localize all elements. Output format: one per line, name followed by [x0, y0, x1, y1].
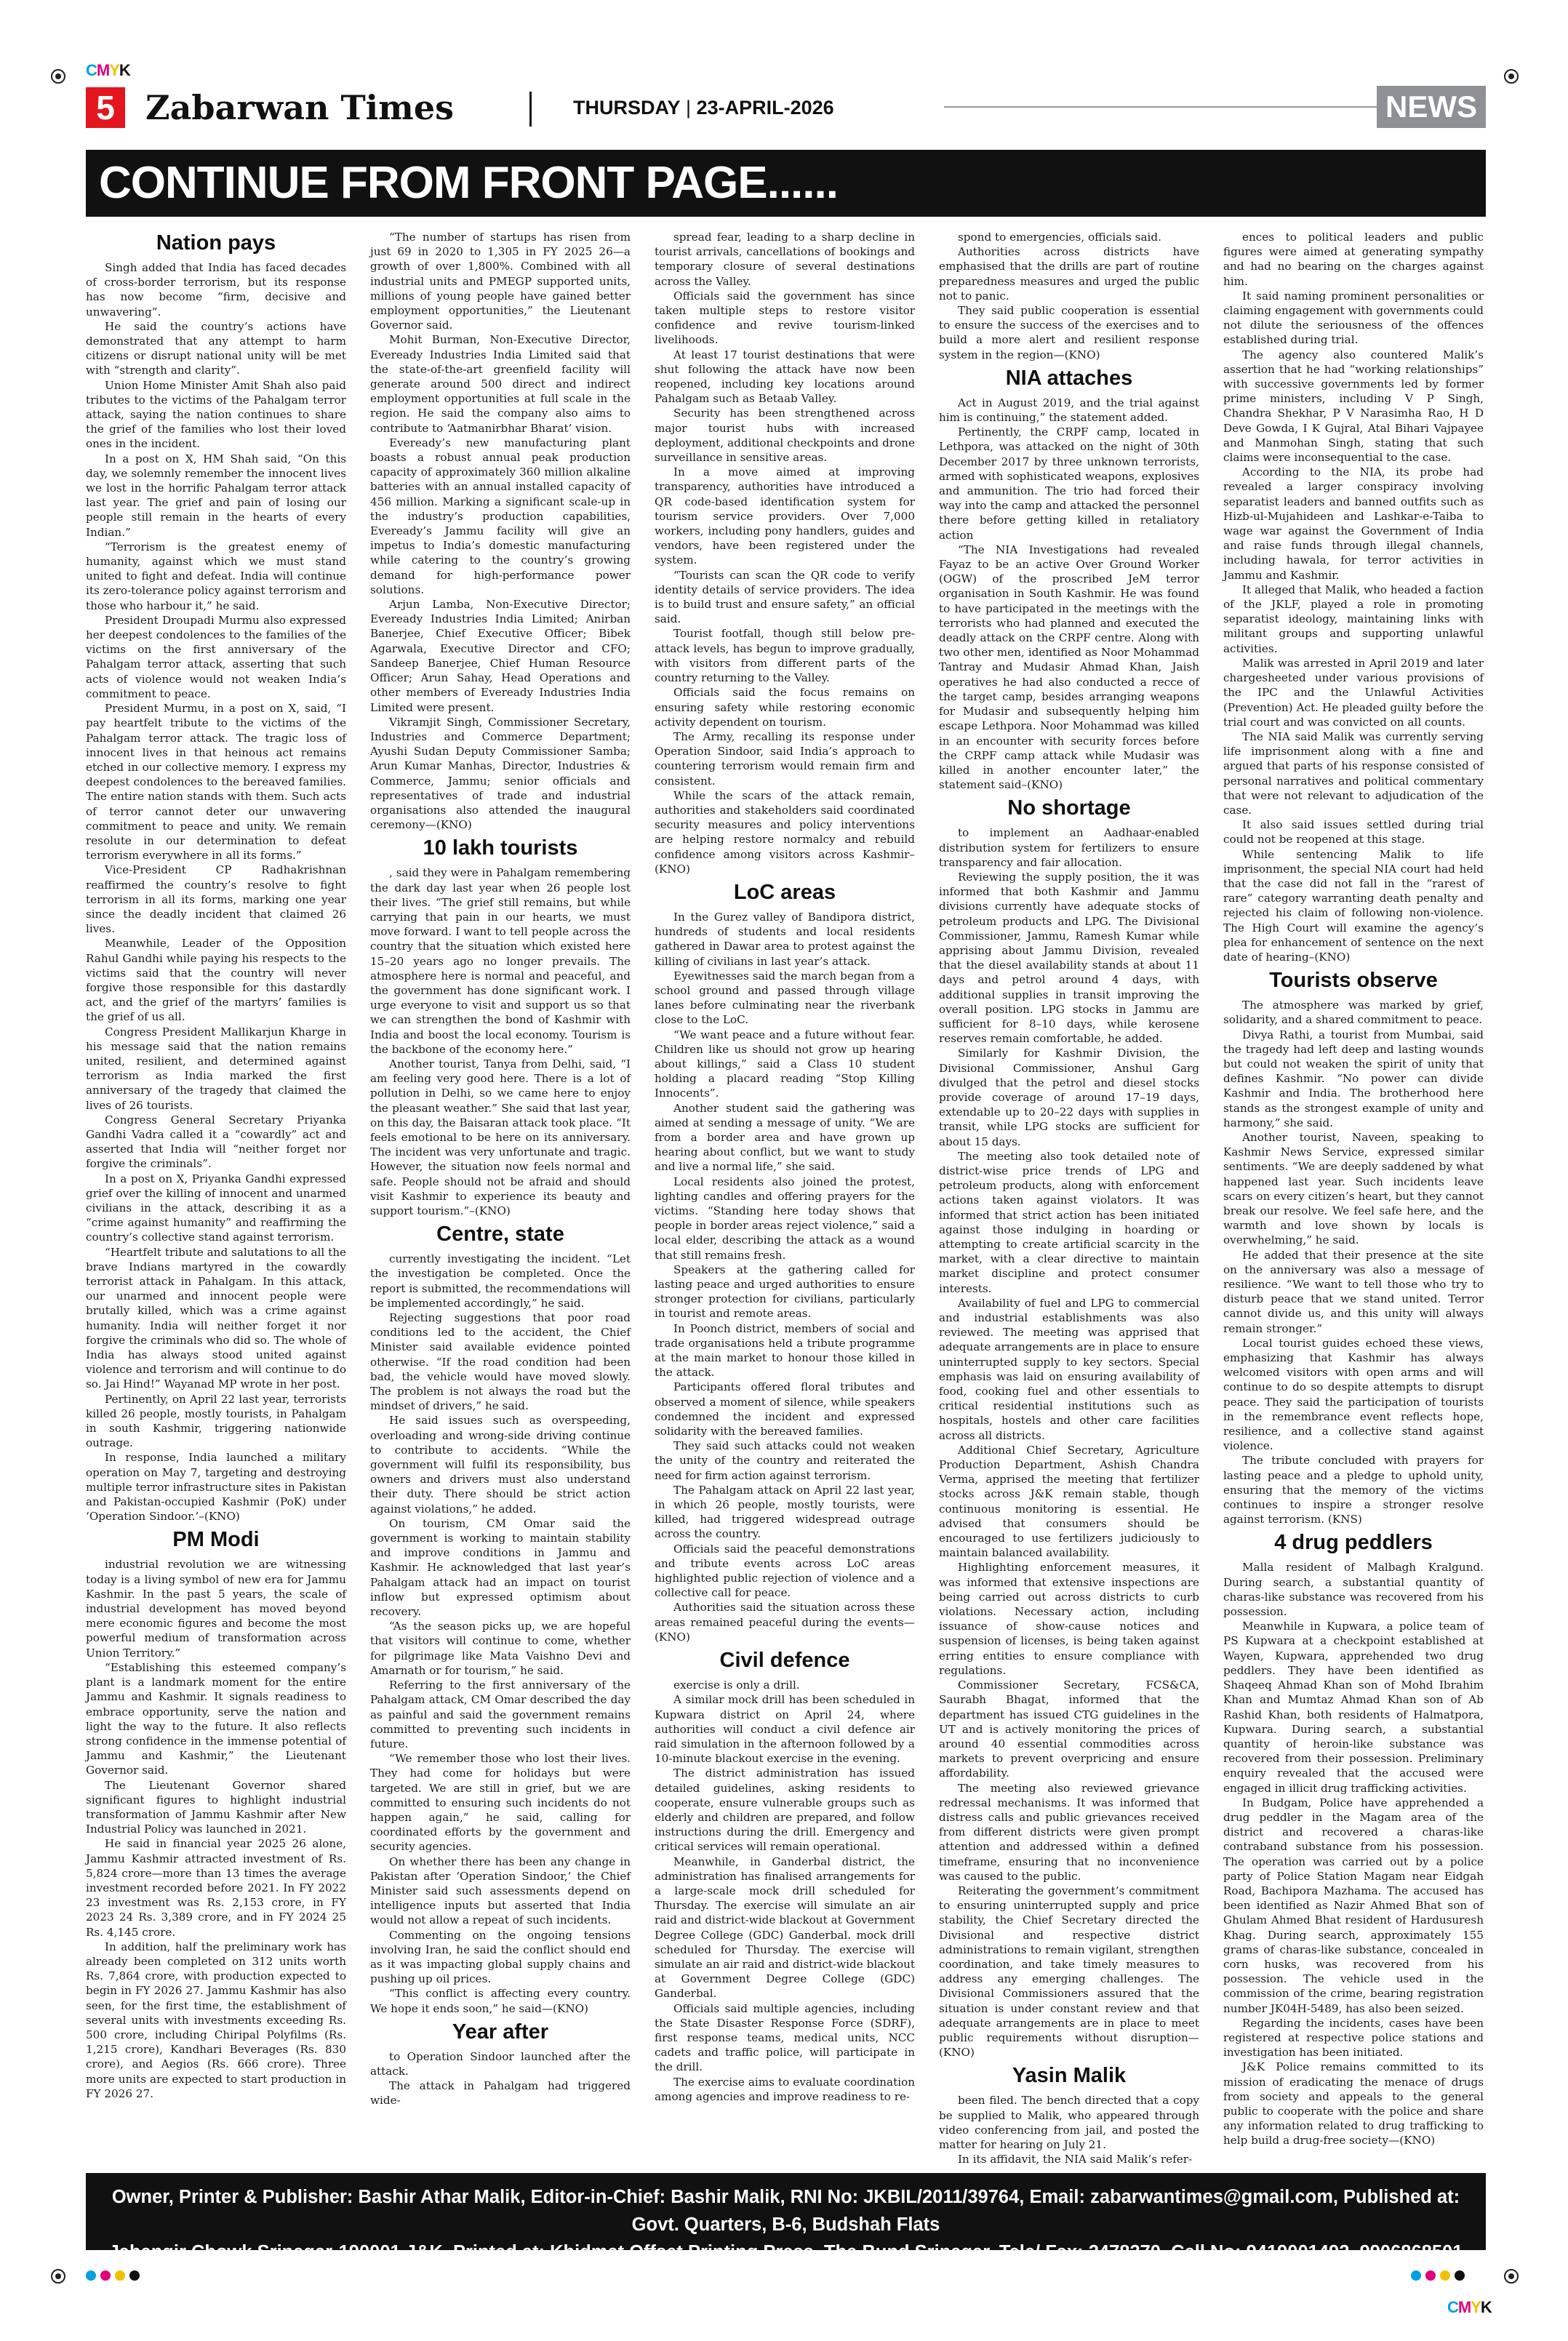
registration-mark-top-right: [1504, 69, 1519, 84]
article-heading: Year after: [452, 2020, 549, 2044]
article-paragraph: The attack in Pahalgam had triggered wide-: [370, 2079, 631, 2108]
article-paragraph: Local residents also joined the protest, lighting candles and offering prayers for the victims. “Standing here today shows that people in border areas reject violence,” said a local elder, describing the attack as a wound that still remains fresh.: [655, 1174, 915, 1262]
article-paragraph: “We want peace and a future without fear. Children like us should not grow up hearing about killings,” said a Class 10 student holding a placard reading “Stop Killing Innocents”.: [655, 1028, 915, 1100]
article-paragraph: In Poonch district, members of social and trade organisations held a tribute programme at the main market to honour those killed in the attack.: [655, 1321, 915, 1380]
article-paragraph: Malla resident of Malbagh Kralgund. During search, a substantial quantity of charas-like substance was recovered from his possession.: [1223, 1561, 1484, 1619]
article-paragraph: Tourist footfall, though still below pre-attack levels, has begun to improve gradually, with visitors from different parts of the country returning to the Valley.: [655, 627, 915, 685]
article-paragraph: Divya Rathi, a tourist from Mumbai, said the tragedy had left deep and lasting wounds but could not weaken the spirit of unity that defines Kashmir. “No power can divide Kashmir and India. The brotherhood here stands as the strongest example of unity and harmony,” she said.: [1223, 1028, 1484, 1129]
article-paragraph: Mohit Burman, Non-Executive Director, Eveready Industries India Limited said that the state-of-the-art greenfield facility will generate around 500 direct and indirect employment opportunities at full scale in the region. He said the company also aims to contribute to ‘Aatmanirbhar Bharat’ vision.: [370, 333, 631, 435]
column-5: [1223, 230, 1484, 2150]
article-paragraph: Authorities said the situation across these areas remained peaceful during the events—(KNO): [655, 1601, 915, 1644]
column-1: [86, 230, 346, 2150]
article-paragraph: He added that their presence at the site on the anniversary was also a message of resilience. “We want to tell those who try to disturb peace that we stand united. Terror cannot divide us, and this unity will always remain stronger.”: [1223, 1248, 1484, 1335]
article-paragraph: Rejecting suggestions that poor road conditions led to the accident, the Chief Minister said available evidence pointed otherwise. “If the road condition had been bad, the vehicle would have moved slowly. The problem is not always the road but the mindset of drivers,” he said.: [370, 1311, 631, 1413]
dateline: THURSDAY | 23-APRIL-2026: [573, 97, 834, 119]
article-paragraph: Pertinently, on April 22 last year, terrorists killed 26 people, mostly tourists, in Pahalgam in south Kashmir, triggering nationwide outrage.: [86, 1392, 346, 1450]
article-paragraph: Pertinently, the CRPF camp, located in Lethpora, was attacked on the night of 30th December 2017 by three unknown terrorists, armed with sophisticated weapons, explosives and ammunition. The trio had forced their way into the camp and attacked the personnel there before getting killed in retaliatory action: [939, 425, 1199, 542]
article-paragraph: Reiterating the government’s commitment to ensuring uninterrupted supply and price stability, the Chief Secretary directed the Divisional and respective district administrations to remain vigilant, strengthen coordination, and take timely measures to address any emerging challenges. The Divisional Commissioners assured that the situation is under constant review and that adequate arrangements are in place to meet public requirements without disruption—(KNO): [939, 1884, 1199, 2060]
article-paragraph: Union Home Minister Amit Shah also paid tributes to the victims of the Pahalgam terror attack, saying the nation continues to share the grief of the families who lost their loved ones in the incident.: [86, 378, 346, 451]
registration-mark-bottom-left: [51, 2269, 65, 2284]
article-paragraph: In addition, half the preliminary work has already been completed on 312 units worth Rs. 7,864 crore, with production expected to begin in FY 2026 27. Jammu Kashmir has also seen, for the first time, the establishment of several units with investments exceeding Rs. 500 crore, including Chiripal Polyfilms (Rs. 1,215 crore), Kandhari Beverages (Rs. 830 crore), and Aegios (Rs. 666 crore). Three more units are expected to start production in FY 2026 27.: [86, 1940, 346, 2100]
article-paragraph: A similar mock drill has been scheduled in Kupwara district on April 24, where authorities will conduct a civil defence air raid simulation in the afternoon followed by a 10-minute blackout exercise in the evening.: [655, 1693, 915, 1766]
article-paragraph: Officials said the peaceful demonstrations and tribute events across LoC areas highlighted public rejection of violence and a collective call for peace.: [655, 1542, 915, 1600]
page-number: 5: [86, 87, 125, 128]
article-heading: Yasin Malik: [1012, 2064, 1127, 2088]
article-heading: Civil defence: [719, 1649, 850, 1673]
article-paragraph: Congress President Mallikarjun Kharge in his message said that the nation remains united, resilient, and determined against terrorism as India marked the first anniversary of the tragedy that claimed the lives of 26 tourists.: [86, 1025, 346, 1112]
article-columns: [86, 230, 1486, 2166]
article-paragraph: The Army, recalling its response under Operation Sindoor, said India’s approach to countering terrorism would remain firm and consistent.: [655, 729, 915, 788]
article-paragraph: industrial revolution we are witnessing today is a living symbol of new era for Jammu Kashmir. In the past 5 years, the scale of industrial development has moved beyond mere economic figures and become the most powerful medium of transformation across Union Territory.”: [86, 1558, 346, 1660]
article-paragraph: Eyewitnesses said the march began from a school ground and passed through village lanes before culminating near the riverbank close to the LoC.: [655, 969, 915, 1027]
color-dots-left: [86, 2270, 140, 2281]
dateline-day: THURSDAY: [573, 97, 681, 119]
column-2: [370, 230, 631, 2150]
article-paragraph: Malik was arrested in April 2019 and later chargesheeted under various provisions of the IPC and the Unlawful Activities (Prevention) Act. He pleaded guilty before the trial court and was convicted on all counts.: [1223, 656, 1484, 729]
article-paragraph: , said they were in Pahalgam remembering the dark day last year when 26 people lost their lives. “The grief still remains, but while carrying that pain in our hearts, we must move forward. I want to tell people across the country that the situation which existed here 15–20 years ago no longer prevails. The atmosphere here is normal and peaceful, and the government has done significant work. I urge everyone to visit and support us so that we can strengthen the bond of Kashmir with India and boost the local economy. Tourism is the backbone of the economy here.”: [370, 866, 631, 1056]
article-paragraph: At least 17 tourist destinations that were shut following the attack have now been reopened, including key locations around Pahalgam such as Betaab Valley.: [655, 348, 915, 406]
article-paragraph: to implement an Aadhaar-enabled distribution system for fertilizers to ensure transparency and fair allocation.: [939, 826, 1199, 869]
article-paragraph: They said such attacks could not weaken the unity of the country and reiterated the need for firm action against terrorism.: [655, 1439, 915, 1482]
article-paragraph: “This conflict is affecting every country. We hope it ends soon,” he said—(KNO): [370, 1987, 631, 2015]
article-paragraph: exercise is only a drill.: [673, 1678, 800, 1692]
article-heading: LoC areas: [733, 880, 836, 904]
article-paragraph: “Establishing this esteemed company’s plant is a landmark moment for the entire Jammu and Kashmir. It signals readiness to embrace opportunity, serve the nation and light the way to the future. It also reflects strong confidence in the immense potential of Jammu and Kashmir,” the Lieutenant Governor said.: [86, 1660, 346, 1777]
article-paragraph: On whether there has been any change in Pakistan after ‘Operation Sindoor,’ the Chief Minister said such assessments depend on intelligence inputs but asserted that India would not allow a repeat of such incidents.: [370, 1854, 631, 1927]
article-paragraph: The district administration has issued detailed guidelines, asking residents to cooperate, ensure vulnerable groups such as elderly and children are prepared, and follow instructions during the drill. Emergency and critical services will remain operational.: [655, 1766, 915, 1854]
article-paragraph: to Operation Sindoor launched after the attack.: [370, 2049, 631, 2078]
section-badge: NEWS: [1377, 86, 1486, 128]
article-heading: PM Modi: [172, 1528, 260, 1552]
article-paragraph: President Murmu, in a post on X, said, “I pay heartfelt tribute to the victims of the Pahalgam terror attack. The tragic loss of innocent lives in that heinous act remains etched in our collective memory. I express my deepest condolences to the bereaved families. The entire nation stands with them. Such acts of terror cannot deter our unwavering commitment to peace and unity. We remain resolute in our determination to defeat terrorism everywhere in all its forms.”: [86, 702, 346, 863]
article-paragraph: Commenting on the ongoing tensions involving Iran, he said the conflict should end as it was impacting global supply chains and pushing up oil prices.: [370, 1928, 631, 1986]
article-paragraph: They said public cooperation is essential to ensure the success of the exercises and to build a more alert and resilient response system in the region—(KNO): [939, 304, 1199, 361]
article-heading: NIA attaches: [1005, 366, 1133, 390]
article-paragraph: Security has been strengthened across major tourist hubs with increased deployment, additional checkpoints and drone surveillance in sensitive areas.: [655, 407, 915, 465]
article-paragraph: Officials said the government has since taken multiple steps to restore visitor confidence and revive tourism-linked livelihoods.: [655, 289, 915, 347]
article-paragraph: The exercise aims to evaluate coordination among agencies and improve readiness to re-: [655, 2075, 915, 2103]
article-paragraph: Participants offered floral tributes and observed a moment of silence, while speakers condemned the incident and expressed solidarity with the bereaved families.: [655, 1380, 915, 1438]
imprint-line-2: Jahangir Chowk Srinagar-190001 J&K, Printed at: Khidmat Offset Printing Press, The Bund Srinagar, Tele/ Fax: 2478370, Cell No: 9419001492, 9906868501: [108, 2242, 1463, 2262]
article-paragraph: Vikramjit Singh, Commissioner Secretary, Industries and Commerce Department; Ayushi Sudan Deputy Commissioner Samba; Arun Kumar Manhas, Director, Industries & Commerce, Jammu; senior officials and representatives of trade and industrial organisations also attended the inaugural ceremony—(KNO): [370, 715, 631, 832]
article-paragraph: He said in financial year 2025 26 alone, Jammu Kashmir attracted investment of Rs. 5,824 crore—more than 13 times the average investment recorded before 2021. In FY 2022 23 investment was Rs. 2,153 crore, in FY 2023 24 Rs. 3,389 crore, and in FY 2024 25 Rs. 4,145 crore.: [86, 1837, 346, 1939]
article-paragraph: Commissioner Secretary, FCS&CA, Saurabh Bhagat, informed that the department has issued CTG guidelines in the UT and is actively monitoring the prices of around 40 essential commodities across markets to prevent overpricing and ensure affordability.: [939, 1678, 1199, 1780]
article-paragraph: The meeting also took detailed note of district-wise price trends of LPG and petroleum products, along with enforcement actions taken against violators. It was informed that strict action has been initiated against those indulging in hoarding or attempting to create artificial scarcity in the market, with a clear directive to maintain market discipline and protect consumer interests.: [939, 1149, 1199, 1295]
article-heading: Centre, state: [436, 1222, 564, 1246]
article-paragraph: “Heartfelt tribute and salutations to all the brave Indians martyred in the cowardly terrorist attack in Pahalgam. In this attack, our unarmed and innocent people were brutally killed, which was a crime against humanity. India will neither forget it nor forgive the criminals who did so. The whole of India has always stood united against violence and terrorism and will continue to do so. Jai Hind!” Wayanad MP wrote in her post.: [86, 1245, 346, 1391]
article-paragraph: The Lieutenant Governor shared significant figures to highlight industrial transformation of Jammu Kashmir after New Industrial Policy was launched in 2021.: [86, 1778, 346, 1836]
article-paragraph: “Terrorism is the greatest enemy of humanity, against which we must stand united to fight and defeat. India will continue its zero-tolerance policy against terrorism and those who harbour it,” he said.: [86, 540, 346, 612]
article-paragraph: been filed. The bench directed that a copy be supplied to Malik, who appeared through video conferencing from jail, and posted the matter for hearing on July 21.: [939, 2094, 1199, 2151]
masthead: Zabarwan Times: [145, 88, 454, 127]
article-paragraph: In its affidavit, the NIA said Malik’s refer-: [958, 2153, 1193, 2166]
article-paragraph: Similarly for Kashmir Division, the Divisional Commissioner, Anshul Garg divulged that the petrol and diesel stocks provide coverage of around 17–19 days, extendable up to 20–22 days with supplies in transit, while LPG stocks are sufficient for about 15 days.: [939, 1047, 1199, 1148]
article-paragraph: It also said issues settled during trial could not be reopened at this stage.: [1223, 818, 1484, 847]
article-paragraph: Regarding the incidents, cases have been registered at respective police stations and investigation has been initiated.: [1223, 2016, 1484, 2060]
article-paragraph: President Droupadi Murmu also expressed her deepest condolences to the families of the victims on the first anniversary of the Pahalgam terror attack, asserting that such acts of violence would not weaken India’s commitment to peace.: [86, 613, 346, 700]
article-paragraph: Meanwhile, in Ganderbal district, the administration has finalised arrangements for a large-scale mock drill scheduled for Thursday. The exercise will simulate an air raid and district-wide blackout at Government Degree College (GDC) Ganderbal. mock drill scheduled for Thursday. The exercise will simulate an air raid and district-wide blackout at Government Degree College (GDC) Ganderbal.: [655, 1854, 915, 2001]
article-paragraph: The meeting also reviewed grievance redressal mechanisms. It was informed that distress calls and public grievances received from different districts were given prompt attention and addressed within a defined timeframe, ensuring that no inconvenience was caused to the public.: [939, 1781, 1199, 1883]
article-paragraph: Arjun Lamba, Non-Executive Director; Eveready Industries India Limited; Anirban Banerjee, Chief Executive Officer; Bibek Agarwala, Executive Director and CFO; Sandeep Banerjee, Chief Human Resource Officer; Arun Sahay, Head Operations and other members of Eveready Industries India Limited were present.: [370, 598, 631, 714]
article-paragraph: In a post on X, HM Shah said, “On this day, we solemnly remember the innocent lives we lost in the horrific Pahalgam terror attack last year. The grief and pain of losing our people still remain in the hearts of every Indian.”: [86, 452, 346, 539]
article-paragraph: Highlighting enforcement measures, it was informed that extensive inspections are being carried out across districts to curb violations. Necessary action, including issuance of show-cause notices and suspension of licenses, is being taken against erring entities to ensure compliance with regulations.: [939, 1561, 1199, 1677]
cmyk-mark-bottom: CMYK: [1447, 2298, 1492, 2316]
article-paragraph: Officials said multiple agencies, including the State Disaster Response Force (SDRF), first response teams, medical units, NCC cadets and traffic police, will participate in the drill.: [655, 2001, 915, 2074]
article-paragraph: While sentencing Malik to life imprisonment, the special NIA court had held that the case did not fall in the “rarest of rare” category warranting death penalty and rejected his claim of following non-violence. The High Court will examine the agency’s plea for enhancement of sentence on the next date of hearing–(KNO): [1223, 847, 1484, 964]
article-paragraph: In Budgam, Police have apprehended a drug peddler in the Magam area of the district and recovered a charas-like contraband substance from his possession. The operation was carried out by a police party of Police Station Magam near Eidgah Road, Bachipora Mazhama. The accused has been identified as Nazir Ahmed Bhat son of Ghulam Ahmed Bhat resident of Hardusuresh Khag. During search, approximately 155 grams of charas-like substance, concealed in corn husks, was recovered from his possession. The vehicle used in the commission of the crime, bearing registration number JK04H-5489, has also been seized.: [1223, 1796, 1484, 2015]
article-heading: No shortage: [1007, 796, 1131, 820]
article-paragraph: J&K Police remains committed to its mission of eradicating the menace of drugs from society and appeals to the general public to cooperate with the police and share any information related to drug trafficking to help build a drug-free society—(KNO): [1223, 2060, 1484, 2148]
article-paragraph: “The NIA Investigations had revealed Fayaz to be an active Over Ground Worker (OGW) of the proscribed JeM terror organisation in South Kashmir. He was found to have participated in the meetings with the terrorists who had planned and executed the deadly attack on the CRPF centre. Along with two other men, identified as Noor Mohammad Tantray and Mudasir Ahmad Khan, Jaish operatives he had also conducted a recce of the target camp, besides arranging weapons for Mudasir and subsequently helping him escape Lethpora. Noor Mohammad was killed in an encounter with security forces before the CRPF camp attack while Mudasir was killed in another encounter later,” the statement said–(KNO): [939, 543, 1199, 792]
article-paragraph: The NIA said Malik was currently serving life imprisonment along with a fine and argued that parts of his response consisted of personal narratives and political commentary that were not relevant to adjudication of the case.: [1223, 729, 1484, 817]
article-paragraph: spond to emergencies, officials said.: [958, 231, 1161, 244]
article-paragraph: “The number of startups has risen from just 69 in 2020 to 1,305 in FY 2025 26—a growth of over 1,800%. Combined with all industrial units and PMEGP supported units, millions of young people have gained better employment opportunities,” the Lieutenant Governor said.: [370, 231, 631, 332]
article-paragraph: “Tourists can scan the QR code to verify identity details of service providers. The idea is to build trust and ensure safety,” an official said.: [655, 568, 915, 626]
article-paragraph: Another tourist, Naveen, speaking to Kashmir News Service, expressed similar sentiments. “We are deeply saddened by what happened last year. Such incidents leave scars on every citizen’s heart, but they cannot break our resolve. We feel safe here, and the warmth and love shown by locals is overwhelming,” he said.: [1223, 1130, 1484, 1247]
article-paragraph: Singh added that India has faced decades of cross-border terrorism, but its response has now become “firm, decisive and unwavering”.: [86, 261, 346, 319]
article-paragraph: It said naming prominent personalities or claiming engagement with governments could not dilute the seriousness of the offences established during trial.: [1223, 289, 1484, 347]
article-paragraph: According to the NIA, its probe had revealed a larger conspiracy involving separatist leaders and banned outfits such as Hizb-ul-Mujahideen and Lashkar-e-Taiba to wage war against the Government of India and raise funds through illegal channels, including hawala, for terror activities in Jammu and Kashmir.: [1223, 465, 1484, 582]
dateline-date: 23-APRIL-2026: [696, 97, 834, 119]
registration-mark-bottom-right: [1504, 2269, 1519, 2284]
article-paragraph: He said issues such as overspeeding, overloading and wrong-side driving continue to contribute to accidents. “While the government will fulfil its responsibility, bus owners and drivers must also understand their duty. There should be strict action against violations,” he added.: [370, 1414, 631, 1516]
article-paragraph: The tribute concluded with prayers for lasting peace and a pledge to uphold unity, ensuring that the memory of the victims continues to inspire a stronger resolve against terrorism. (KNS): [1223, 1454, 1484, 1526]
page-header: [86, 84, 1486, 129]
article-paragraph: In a move aimed at improving transparency, authorities have introduced a QR code-based identification system for tourism service providers. Over 7,000 workers, including pony handlers, guides and vendors, have been registered under the system.: [655, 465, 915, 567]
article-paragraph: Another tourist, Tanya from Delhi, said, “I am feeling very good here. There is a lot of pollution in Delhi, so we came here to enjoy the pleasant weather.” She said that last year, on this day, the Baisaran attack took place. “It feels emotional to be here on its anniversary. The incident was very unfortunate and tragic. However, the situation now feels normal and safe. People should not be afraid and should visit Kashmir to experience its beauty and support tourism.”–(KNO): [370, 1057, 631, 1217]
article-paragraph: The agency also countered Malik’s assertion that he had “working relationships” with successive governments led by former prime ministers, including V P Singh, Chandra Shekhar, P V Narasimha Rao, H D Deve Gowda, I K Gujral, Atal Bihari Vajpayee and Manmohan Singh, stating that such claims were inconsequential to the case.: [1223, 348, 1484, 465]
article-paragraph: Meanwhile, Leader of the Opposition Rahul Gandhi while paying his respects to the victims said that the country will never forgive those responsible for this dastardly act, and the grief of the martyrs’ families is the grief of us all.: [86, 937, 346, 1024]
article-paragraph: Another student said the gathering was aimed at sending a message of unity. “We are from a border area and have grown up hearing about conflict, but we want to study and live a normal life,” she said.: [655, 1101, 915, 1174]
article-paragraph: Reviewing the supply position, the it was informed that both Kashmir and Jammu divisions currently have adequate stocks of petroleum products and LPG. The Divisional Commissioner, Jammu, Ramesh Kumar while apprising about Jammu Division, revealed that the diesel availability stands at about 11 days and petrol around 4 days, with additional supplies in transit improving the overall position. LPG stocks in Jammu are sufficient for 8–10 days, while kerosene reserves remain comfortable, he added.: [939, 870, 1199, 1046]
cmyk-mark-top: CMYK: [86, 61, 130, 79]
article-paragraph: Local tourist guides echoed these views, emphasizing that Kashmir has always welcomed visitors with open arms and will continue to do so despite attempts to disrupt peace. They said the participation of tourists in the remembrance event reflects hope, resilience, and a collective stand against violence.: [1223, 1336, 1484, 1453]
article-heading: Nation pays: [156, 231, 276, 255]
article-paragraph: Additional Chief Secretary, Agriculture Production Department, Ashish Chandra Verma, apprised the meeting that fertilizer stocks across J&K remain stable, though continuous monitoring is essential. He advised that consumers should be encouraged to use fertilizers judiciously to maintain balanced availability.: [939, 1443, 1199, 1560]
article-paragraph: While the scars of the attack remain, authorities and stakeholders said coordinated security measures and policy interventions are helping restore normalcy and rebuild confidence among visitors across Kashmir–(KNO): [655, 788, 915, 876]
column-3: [655, 230, 915, 2150]
article-paragraph: It alleged that Malik, who headed a faction of the JKLF, played a role in promoting separatist ideology, maintaining links with militant groups and supporting unlawful activities.: [1223, 583, 1484, 655]
article-paragraph: He said the country’s actions have demonstrated that any attempt to harm citizens or disrupt national unity will be met with “strength and clarity”.: [86, 319, 346, 377]
article-heading: Tourists observe: [1269, 969, 1438, 993]
column-4: [939, 230, 1199, 2166]
article-paragraph: Act in August 2019, and the trial against him is continuing,” the statement added.: [939, 396, 1199, 425]
article-paragraph: On tourism, CM Omar said the government is working to maintain stability and improve conditions in Jammu and Kashmir. He acknowledged that last year’s Pahalgam attack had an impact on tourist inflow but expressed optimism about recovery.: [370, 1516, 631, 1619]
article-paragraph: In the Gurez valley of Bandipora district, hundreds of students and local residents gathered in Dawar area to protest against the killing of civilians in last year’s attack.: [655, 910, 915, 968]
article-paragraph: “We remember those who lost their lives. They had come for holidays but were targeted. We are still in grief, but we are committed to ensuring such incidents do not happen again,” he said, calling for coordinated efforts by the government and security agencies.: [370, 1752, 631, 1854]
article-heading: 10 lakh tourists: [423, 836, 578, 860]
article-paragraph: Meanwhile in Kupwara, a police team of PS Kupwara at a checkpoint established at Wayen, Kupwara, apprehended two drug peddlers. They have been identified as Shaqeeq Ahmad Khan son of Mohd Ibrahim Khan and Mumtaz Ahmad Khan son of Ab Rashid Khan, both residents of Halmatpora, Kupwara. During search, a substantial quantity of heroin-like substance was recovered from their possession. Preliminary enquiry revealed that the accused were engaged in illicit drug trafficking activities.: [1223, 1620, 1484, 1795]
article-paragraph: “As the season picks up, we are hopeful that visitors will continue to come, whether for pilgrimage like Mata Vaishno Devi and Amarnath or for tourism,” he said.: [370, 1620, 631, 1677]
continue-banner: CONTINUE FROM FRONT PAGE......: [86, 150, 1486, 217]
imprint-footer: [86, 2173, 1486, 2262]
article-paragraph: ences to political leaders and public figures were aimed at generating sympathy and had no bearing on the charges against him.: [1223, 231, 1484, 288]
color-dots-right: [1411, 2270, 1465, 2281]
article-paragraph: Eveready’s new manufacturing plant boasts a robust annual peak production capacity of approximately 360 million alkaline batteries with an annual installed capacity of 456 million. Marking a significant scale-up in the industry’s production capabilities, Eveready’s Jammu facility will give an impetus to India’s domestic manufacturing while catering to the country’s growing demand for high-performance power solutions.: [370, 436, 631, 596]
masthead-separator: [529, 92, 532, 127]
article-paragraph: Referring to the first anniversary of the Pahalgam attack, CM Omar described the day as painful and said the government remains committed to preventing such incidents in future.: [370, 1678, 631, 1750]
article-paragraph: spread fear, leading to a sharp decline in tourist arrivals, cancellations of bookings and temporary closure of several destinations across the Valley.: [655, 231, 915, 288]
article-paragraph: Vice-President CP Radhakrishnan reaffirmed the country’s resolve to fight terrorism in all its forms, marking one year since the deadly incident that claimed 26 lives.: [86, 863, 346, 936]
article-paragraph: Officials said the focus remains on ensuring safety while restoring economic activity dependent on tourism.: [655, 686, 915, 729]
article-paragraph: currently investigating the incident. “Let the investigation be completed. Once the report is submitted, the recommendations will be implemented accordingly,” he said.: [370, 1252, 631, 1310]
article-paragraph: In a post on X, Priyanka Gandhi expressed grief over the killing of innocent and unarmed civilians in the attack, describing it as a “crime against humanity” and reaffirming the country’s collective stand against terrorism.: [86, 1172, 346, 1244]
article-paragraph: The atmosphere was marked by grief, solidarity, and a shared commitment to peace.: [1223, 999, 1484, 1027]
imprint-line-1: Owner, Printer & Publisher: Bashir Athar Malik, Editor-in-Chief: Bashir Malik, RNI No: JKBIL/2011/39764, Email: zabarwantimes@gmail.com, Published at: Govt. Quarters, B-6, Budshah Flats: [111, 2187, 1460, 2235]
article-paragraph: Authorities across districts have emphasised that the drills are part of routine preparedness measures and urged the public not to panic.: [939, 245, 1199, 303]
registration-mark-top-left: [51, 69, 65, 84]
article-paragraph: Availability of fuel and LPG to commercial and industrial establishments was also reviewed. The meeting was apprised that adequate arrangements are in place to ensure uninterrupted supply to key sectors. Special emphasis was laid on ensuring availability of food, cooking fuel and other essentials to critical residential institutions such as hospitals, hostels and other care facilities across all districts.: [939, 1296, 1199, 1442]
article-paragraph: Congress General Secretary Priyanka Gandhi Vadra called it a “cowardly” act and asserted that India will “neither forget nor forgive the criminals”.: [86, 1113, 346, 1171]
article-heading: 4 drug peddlers: [1274, 1531, 1433, 1555]
article-paragraph: In response, India launched a military operation on May 7, targeting and destroying multiple terror infrastructure sites in Pakistan and Pakistan-occupied Kashmir (PoK) under ‘Operation Sindoor.’–(KNO): [86, 1451, 346, 1524]
article-paragraph: The Pahalgam attack on April 22 last year, in which 26 people, mostly tourists, were killed, had triggered widespread outrage across the country.: [655, 1483, 915, 1541]
article-paragraph: Speakers at the gathering called for lasting peace and urged authorities to ensure stronger protection for civilians, particularly in tourist and remote areas.: [655, 1262, 915, 1321]
